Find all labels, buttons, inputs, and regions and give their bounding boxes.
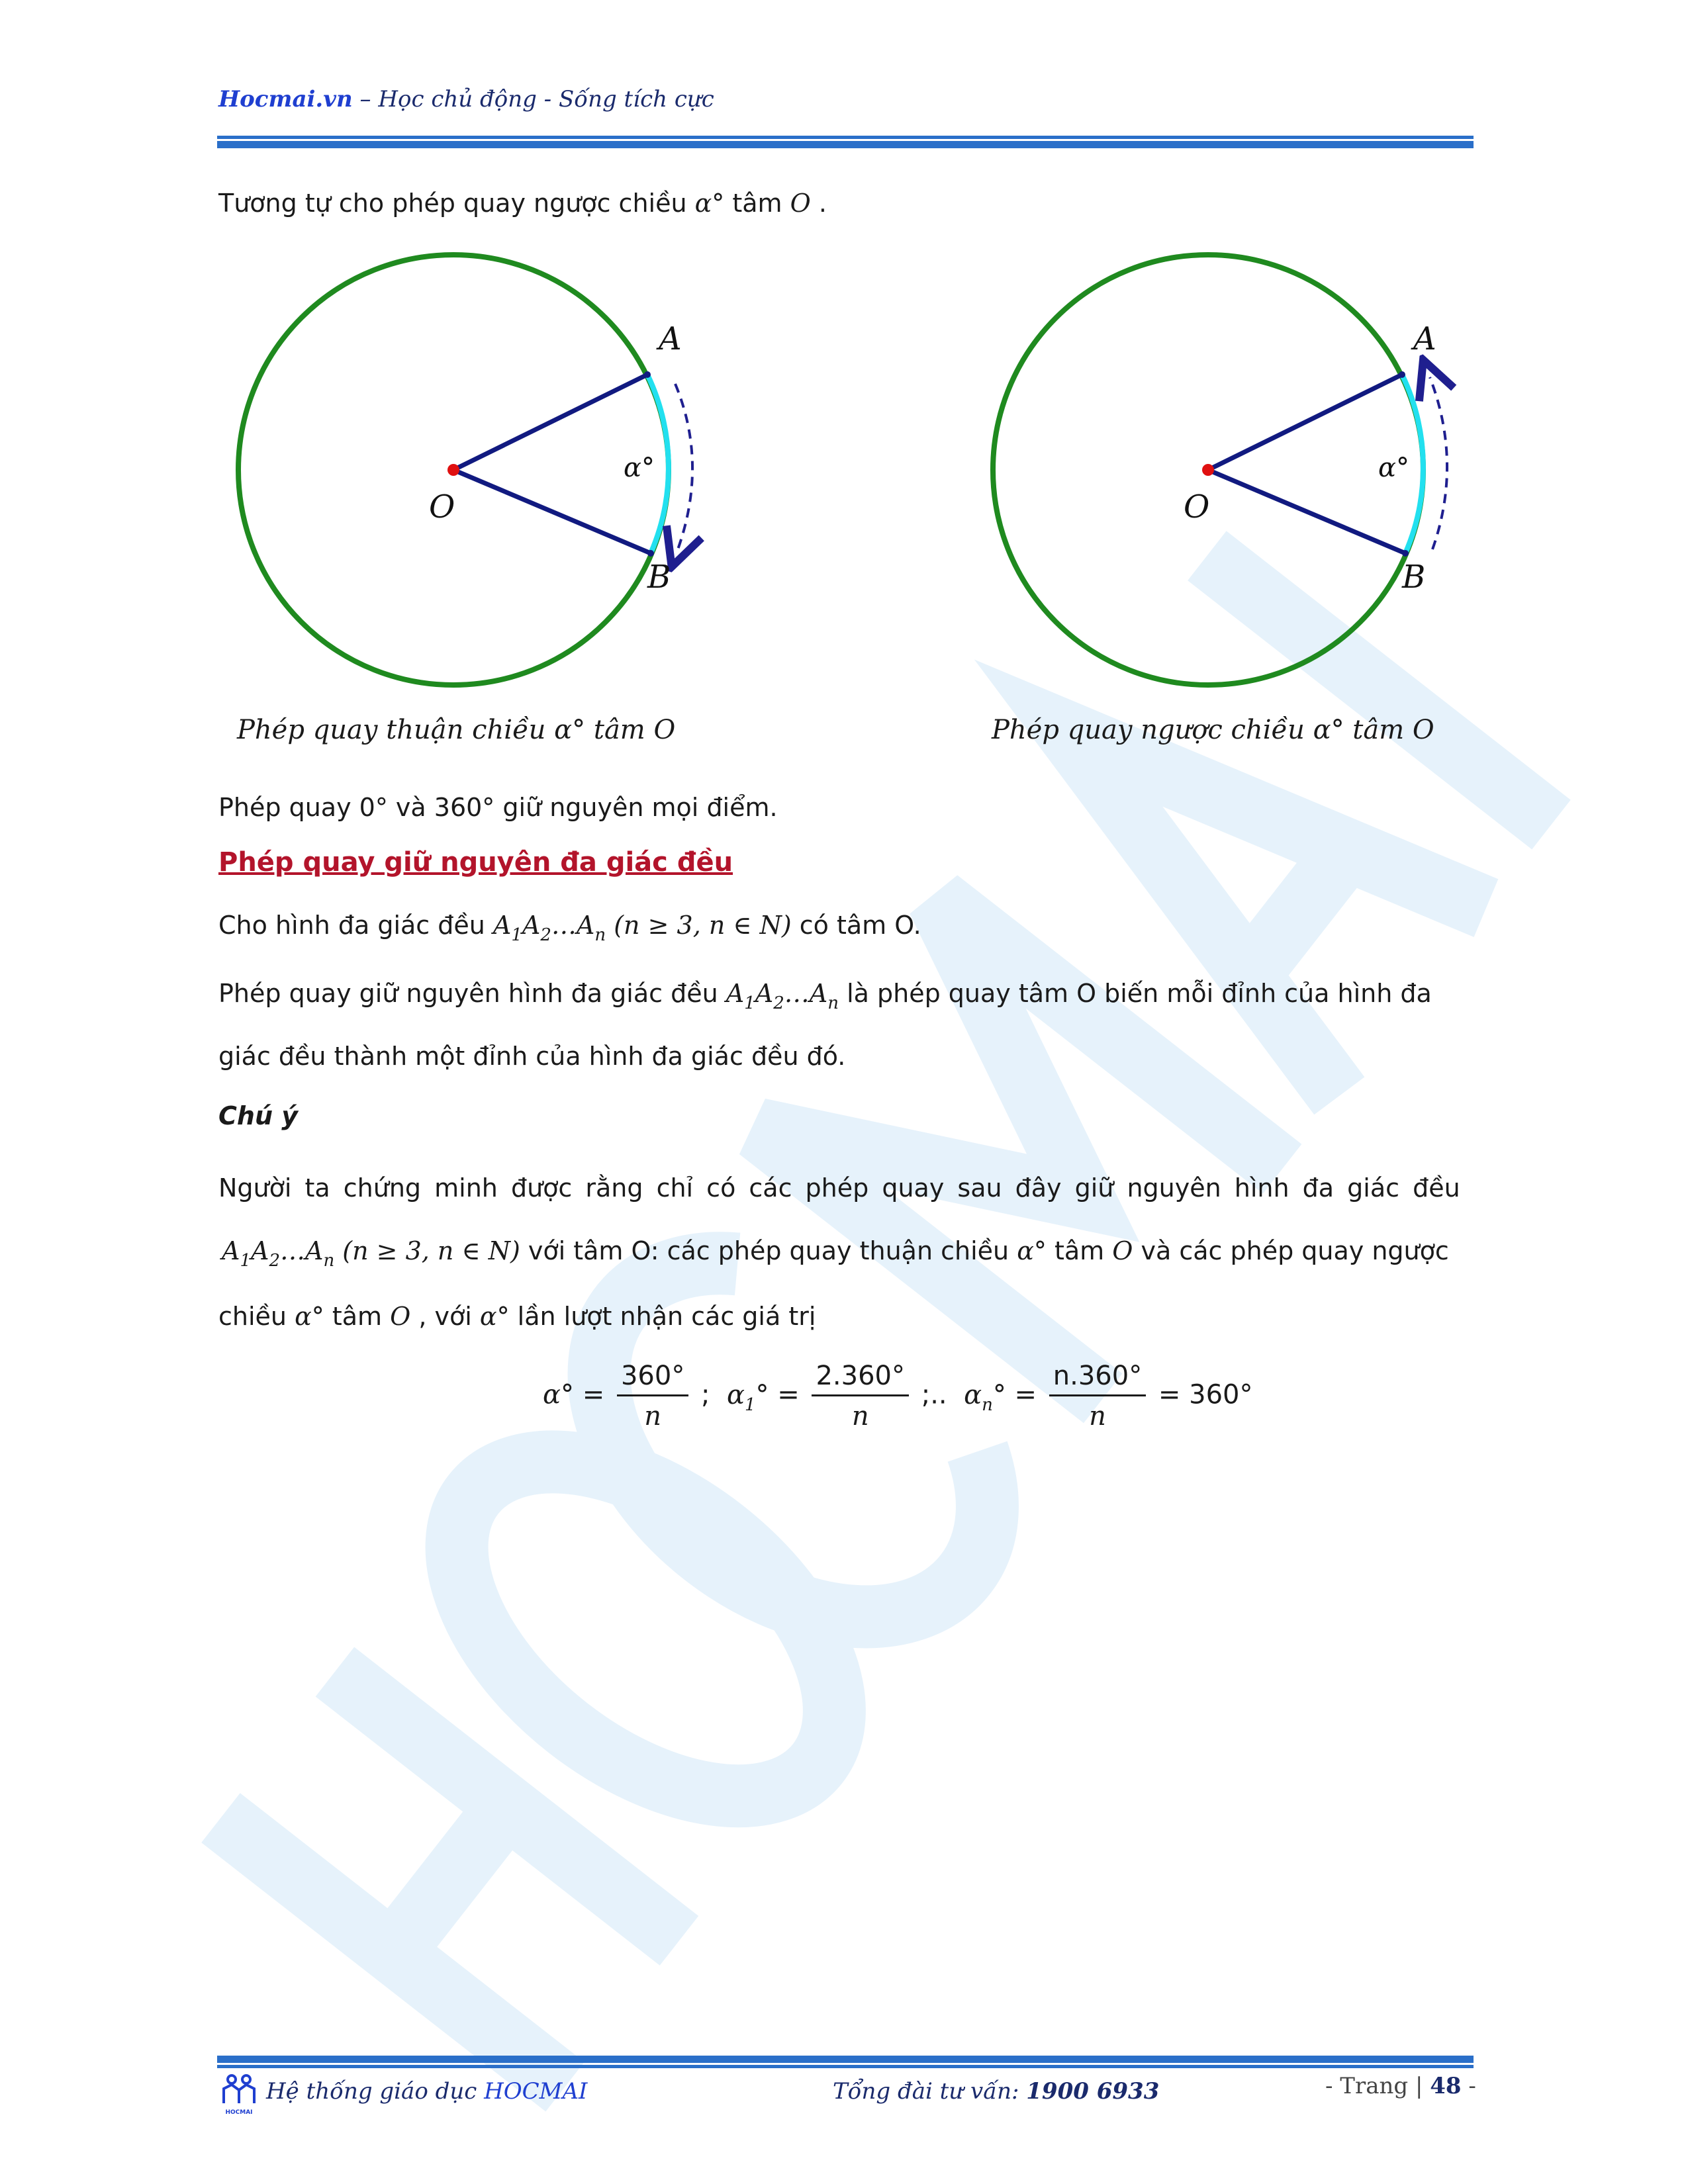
note-line2: $A_1A_2\dots A_n$ (n ≥ 3, n ∈ N) với tâm O: các phép quay thuận chiều α° tâm O và các phép quay ngược (222, 1236, 1449, 1271)
arrow-clockwise (675, 384, 692, 549)
footer-hotline: Tổng đài tư vấn: 1900 6933 (833, 2078, 1160, 2105)
header-rule-top (217, 136, 1474, 139)
header-tagline: – Học chủ động - Sống tích cực (352, 86, 714, 113)
note-line1: Người ta chứng minh được rằng chỉ có các phép quay sau đây giữ nguyên hình đa giác đều (218, 1173, 1460, 1203)
label-a: A (659, 320, 682, 357)
note-line3: chiều α° tâm O , với α° lần lượt nhận các giá trị (218, 1302, 816, 1331)
figure-clockwise (218, 238, 748, 715)
point-a (1399, 371, 1405, 378)
center-point (1202, 464, 1214, 476)
label-o: O (429, 488, 455, 525)
point-a (644, 371, 651, 378)
brand-link[interactable]: Hocmai.vn (218, 86, 353, 113)
svg-text:HOCMAI: HOCMAI (225, 2109, 253, 2116)
label-b: B (647, 559, 671, 596)
angle-formula: α° = $\frac{360^\circ}{n}$ ; $\alpha_1^\circ$ = $\frac{2.360^\circ}{n}$ ;.. $\alpha_n^\circ$ = $\frac{n.360^\circ}{n}$ = 360° (543, 1361, 1253, 1432)
angle-label: α° (1378, 453, 1410, 483)
label-b: B (1402, 559, 1426, 596)
fraction-2: $\frac{2.360^\circ}{n}$ (812, 1360, 909, 1432)
center-point (447, 464, 459, 476)
point-b (1402, 550, 1409, 557)
footer-brand-link[interactable]: HOCMAI (484, 2078, 588, 2105)
polygon-formula: $A_1A_2\dots A_n$ (n ≥ 3, n ∈ N) (222, 1236, 520, 1271)
figure-counterclockwise (973, 238, 1503, 715)
radius-oa (453, 375, 647, 470)
caption-left: Phép quay thuận chiều α° tâm O (237, 715, 676, 745)
footer-rule-bottom (217, 2065, 1474, 2068)
section-heading: Phép quay giữ nguyên đa giác đều (218, 847, 733, 878)
identity-line: Phép quay 0° và 360° giữ nguyên mọi điểm. (218, 793, 778, 822)
note-title: Chú ý (218, 1101, 298, 1130)
radius-oa (1208, 375, 1402, 470)
fraction-1: $\frac{360^\circ}{n}$ (617, 1360, 688, 1432)
rotation-def-line2: giác đều thành một đỉnh của hình đa giác đều đó. (218, 1042, 846, 1071)
arrow-counterclockwise (1430, 377, 1447, 549)
radius-ob (453, 470, 651, 553)
rotation-def-line1: Phép quay giữ nguyên hình đa giác đều $A_1A_2\dots A_n$ là phép quay tâm O biến mỗi đỉnh của hình đa (218, 979, 1432, 1013)
footer-rule-top (217, 2056, 1474, 2063)
hocmai-logo-icon (218, 2071, 259, 2118)
polygon-formula: $A_1A_2\dots A_n$ (726, 979, 839, 1013)
header-brand (218, 86, 714, 113)
page-number: - Trang | 48 - (1325, 2073, 1476, 2099)
footer-system: Hệ thống giáo dục HOCMAI (266, 2078, 588, 2105)
polygon-line: Cho hình đa giác đều $A_1A_2\dots A_n$ (n ≥ 3, n ∈ N) có tâm O. (218, 911, 921, 945)
angle-label: α° (624, 453, 655, 483)
label-o: O (1184, 488, 1210, 525)
label-a: A (1413, 320, 1436, 357)
header-rule-bottom (217, 141, 1474, 148)
fraction-3: $\frac{n.360^\circ}{n}$ (1049, 1360, 1146, 1432)
point-b (647, 550, 654, 557)
radius-ob (1208, 470, 1405, 553)
caption-right: Phép quay ngược chiều α° tâm O (992, 715, 1434, 745)
hotline-number[interactable]: 1900 6933 (1026, 2078, 1160, 2105)
intro-line: Tương tự cho phép quay ngược chiều α° tâm O . (218, 189, 827, 218)
polygon-formula: $A_1A_2\dots A_n$ (n ≥ 3, n ∈ N) (492, 911, 792, 945)
